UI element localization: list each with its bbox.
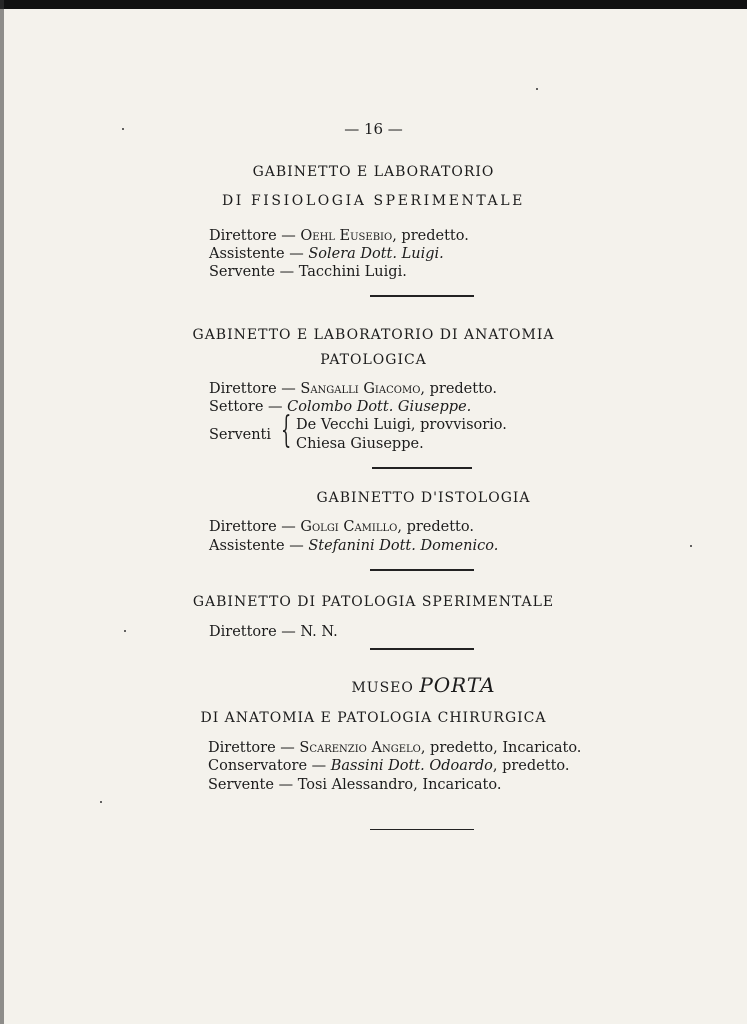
entry-role: Servente — — [209, 264, 295, 280]
entry-direttore — [209, 227, 469, 245]
entry-assistente — [209, 245, 444, 263]
entry-name: N. N. — [300, 624, 338, 640]
entry-settore — [209, 398, 471, 416]
scan-speck — [122, 128, 124, 130]
serventi-label: Serventi — [209, 427, 272, 443]
scan-speck — [690, 545, 692, 547]
section-5-subheading: DI ANATOMIA E PATOLOGIA CHIRURGICA — [200, 710, 547, 726]
section-4-heading: GABINETTO DI PATOLOGIA SPERIMENTALE — [192, 594, 555, 610]
entry-name: Sangalli Giacomo — [300, 381, 421, 397]
section-1-heading: GABINETTO E LABORATORIO — [252, 164, 495, 180]
entry-name: Oehl Eusebio — [300, 228, 393, 244]
entry-role: Direttore — — [209, 228, 296, 244]
entry-name: Tacchini Luigi. — [298, 264, 407, 280]
entry-note: , predetto. — [492, 758, 570, 774]
section-divider — [370, 569, 474, 571]
section-1-subheading: DI FISIOLOGIA SPERIMENTALE — [221, 193, 525, 209]
serventi-name-2: Chiesa Giuseppe. — [296, 436, 424, 452]
entry-servente — [208, 776, 501, 794]
scan-speck — [100, 801, 102, 803]
section-divider — [370, 295, 474, 297]
entry-role: Assistente — — [209, 246, 304, 262]
entry-note: , predetto. — [392, 228, 469, 244]
scan-top-edge — [0, 0, 747, 9]
museum-prefix: MUSEO — [351, 680, 414, 696]
entry-note: , predetto. — [397, 519, 474, 535]
entry-conservatore — [208, 757, 570, 775]
entry-name: Colombo Dott. Giuseppe. — [287, 399, 472, 415]
entry-name: Scarenzio Angelo — [299, 740, 421, 756]
entry-note: , predetto. — [420, 381, 498, 397]
entry-name: Golgi Camillo — [300, 519, 398, 535]
entry-name: Tosi Alessandro, Incaricato. — [297, 777, 502, 793]
brace-symbol: { — [281, 410, 292, 451]
section-divider — [370, 829, 474, 830]
entry-role: Servente — — [208, 777, 294, 793]
scan-left-edge — [0, 0, 4, 1024]
entry-direttore — [209, 518, 474, 536]
entry-role: Direttore — — [209, 519, 296, 535]
entry-name: Solera Dott. Luigi. — [308, 246, 444, 262]
entry-name: Bassini Dott. Odoardo — [330, 758, 493, 774]
scan-speck — [536, 88, 538, 90]
section-5-heading — [0, 673, 747, 697]
scan-speck — [124, 630, 126, 632]
entry-name: Stefanini Dott. Domenico. — [308, 538, 499, 554]
entry-role: Direttore — — [209, 624, 296, 640]
serventi-name-1: De Vecchi Luigi, provvisorio. — [296, 417, 507, 433]
entry-direttore — [208, 739, 581, 757]
entry-role: Assistente — — [209, 538, 304, 554]
section-divider — [372, 467, 472, 469]
section-2-heading: GABINETTO E LABORATORIO DI ANATOMIA — [192, 327, 555, 343]
entry-direttore — [209, 380, 497, 398]
entry-role: Conservatore — — [208, 758, 327, 774]
section-2-subheading: PATOLOGICA — [320, 352, 427, 368]
entry-role: Direttore — — [209, 381, 296, 397]
entry-role: Direttore — — [208, 740, 295, 756]
section-3-heading: GABINETTO D'ISTOLOGIA — [316, 490, 531, 506]
entry-assistente — [209, 537, 498, 555]
museum-name: PORTA — [419, 673, 496, 697]
entry-direttore — [209, 623, 338, 641]
entry-note: , predetto, Incaricato. — [420, 740, 582, 756]
section-divider — [370, 648, 474, 650]
entry-servente — [209, 263, 407, 281]
page-number: — 16 — — [344, 120, 403, 138]
entry-role: Settore — — [209, 399, 283, 415]
